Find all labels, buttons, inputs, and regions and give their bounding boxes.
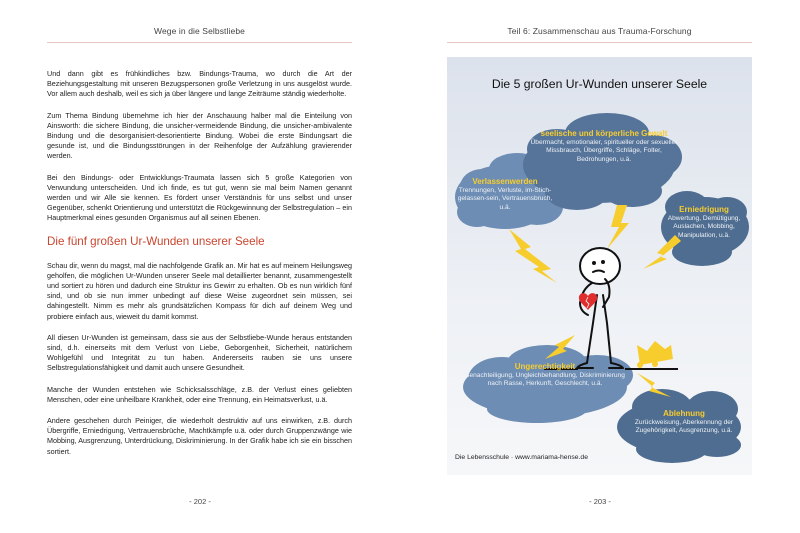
body-text-left xyxy=(47,69,352,468)
crown-icon xyxy=(637,341,673,368)
lightning-bolt-icon xyxy=(509,229,557,283)
paragraph: Andere geschehen durch Peiniger, die wiederholt destruktiv auf uns einwirken, z.B. durch Übergriffe, Erniedrigung, Vertrauensbrüche, Machtkämpfe u.ä. oder durch Gruppenzwänge wie Mobbing, Ausgrenzung, Unterdrückung, Diskriminierung. In der Grafik habe ich sie ein bisschen sortiert. xyxy=(47,416,352,456)
cloud-label-verlassenwerden: Verlassenwerden Trennungen, Verluste, im-Stich-gelassen-sein, Vertrauensbruch, u.ä. xyxy=(457,177,553,211)
paragraph: All diesen Ur-Wunden ist gemeinsam, dass sie aus der Selbstliebe-Wunde heraus entstanden sind, d.h. einerseits mit dem Verlust von Liebe, Geborgenheit, Sicherheit, natürlichem Wohlgefühl und Integrität zu tun haben. Andererseits rauben sie uns unsere Selbstregulationsfähigkeit und damit auch unsere Gesundheit. xyxy=(47,332,352,373)
running-head-right: Teil 6: Zusammenschau aus Trauma-Forschung xyxy=(507,26,692,36)
running-head-left: Wege in die Selbstliebe xyxy=(154,26,245,36)
paragraph: Manche der Wunden entstehen wie Schicksalsschläge, z.B. der Verlust eines geliebten Menschen, oder eine unheilbare Krankheit, oder eine Trennung, ein Heimatsverlust, u.ä. xyxy=(47,384,352,404)
header-rule xyxy=(447,42,752,43)
graphic-credit: Die Lebensschule · www.mariama-hense.de xyxy=(455,454,588,461)
paragraph: Bei den Bindungs- oder Entwicklungs-Traumata lassen sich 5 große Kategorien von Verwundung unterscheiden. Und ich finde, es tut gut, wenn sie mal beim Namen genannt werden und wir Alle sie kennen. Es fördert unser Verständnis für uns selbst und unser Gegenüber, schenkt Orientierung und unterstützt die Rückgewinnung der Selbstregulation – ein Hauptmerkmal eines gesunden Organismus auf all seinen Ebenen. xyxy=(47,172,352,223)
paragraph: Zum Thema Bindung übernehme ich hier der Anschauung halber mal die Einteilung von Ainsworth: die sichere Bindung, die unsicher-vermeidende Bindung, die unsicher-ambivalente Bindung und die desorganisiert-desorientierte Bindung. Wobei die erste Bindungsart die gesunde ist, und die Bindungsstörungen in der Reihenfolge der Aufzählung gravierender werden. xyxy=(47,110,352,161)
stick-figure-illustration xyxy=(577,248,623,368)
graphic-title: Die 5 großen Ur-Wunden unserer Seele xyxy=(491,77,708,91)
cloud-label-gewalt: seelische und körperliche Gewalt Übermacht, emotionaler, spiritueller oder sexueller Missbrauch, Übergriffe, Schläge, Folter, Bedrohungen, u.ä. xyxy=(530,129,678,163)
paragraph: Und dann gibt es frühkindliches bzw. Bindungs-Trauma, wo durch die Art der Beziehungsgestaltung mit unseren Bezugspersonen große Verletzung in uns ausgelöst wurde. Vor allem auch deshalb, weil es sich ja über längere und lange Zeiträume ständig wiederholte. xyxy=(47,69,352,99)
ur-wunden-graphic xyxy=(447,57,752,475)
lightning-bolt-icon xyxy=(607,205,629,249)
section-heading: Die fünf großen Ur-Wunden unserer Seele xyxy=(47,234,265,248)
paragraph: Schau dir, wenn du magst, mal die nachfolgende Grafik an. Mir hat es auf meinem Heilungsweg geholfen, die möglichen Ur-Wunden unserer Seele mal detaillierter benannt, zusammengestellt und sortiert zu hören und dadurch eine Struktur ins Gewirr zu erhalten. Ob es nun wirklich fünf sind, und ob sie nun immer unbedingt auf diese Weise zugeordnet sein müssen, sei dahingestellt. Nimm es mehr als grundsätzlichen Kompass für dich auf deinem Weg und probiere einfach aus, wieweit du damit kommst. xyxy=(47,260,352,321)
cloud-label-ungerechtigkeit: Ungerechtigkeit Benachteiligung, Ungleichbehandlung, Diskriminierung nach Rasse, Herkunft, Geschlecht, u.ä. xyxy=(465,362,625,388)
cloud-label-erniedrigung: Erniedrigung Abwertung, Demütigung, Auslachen, Mobbing, Manipulation, u.ä. xyxy=(667,205,741,239)
page-number-right: - 203 - xyxy=(589,497,611,506)
cloud-label-ablehnung: Ablehnung Zurückweisung, Aberkennung der Zugehörigkeit, Ausgrenzung, u.ä. xyxy=(634,409,734,435)
right-page xyxy=(400,0,800,533)
header-rule xyxy=(47,42,352,43)
page-number-left: - 202 - xyxy=(189,497,211,506)
